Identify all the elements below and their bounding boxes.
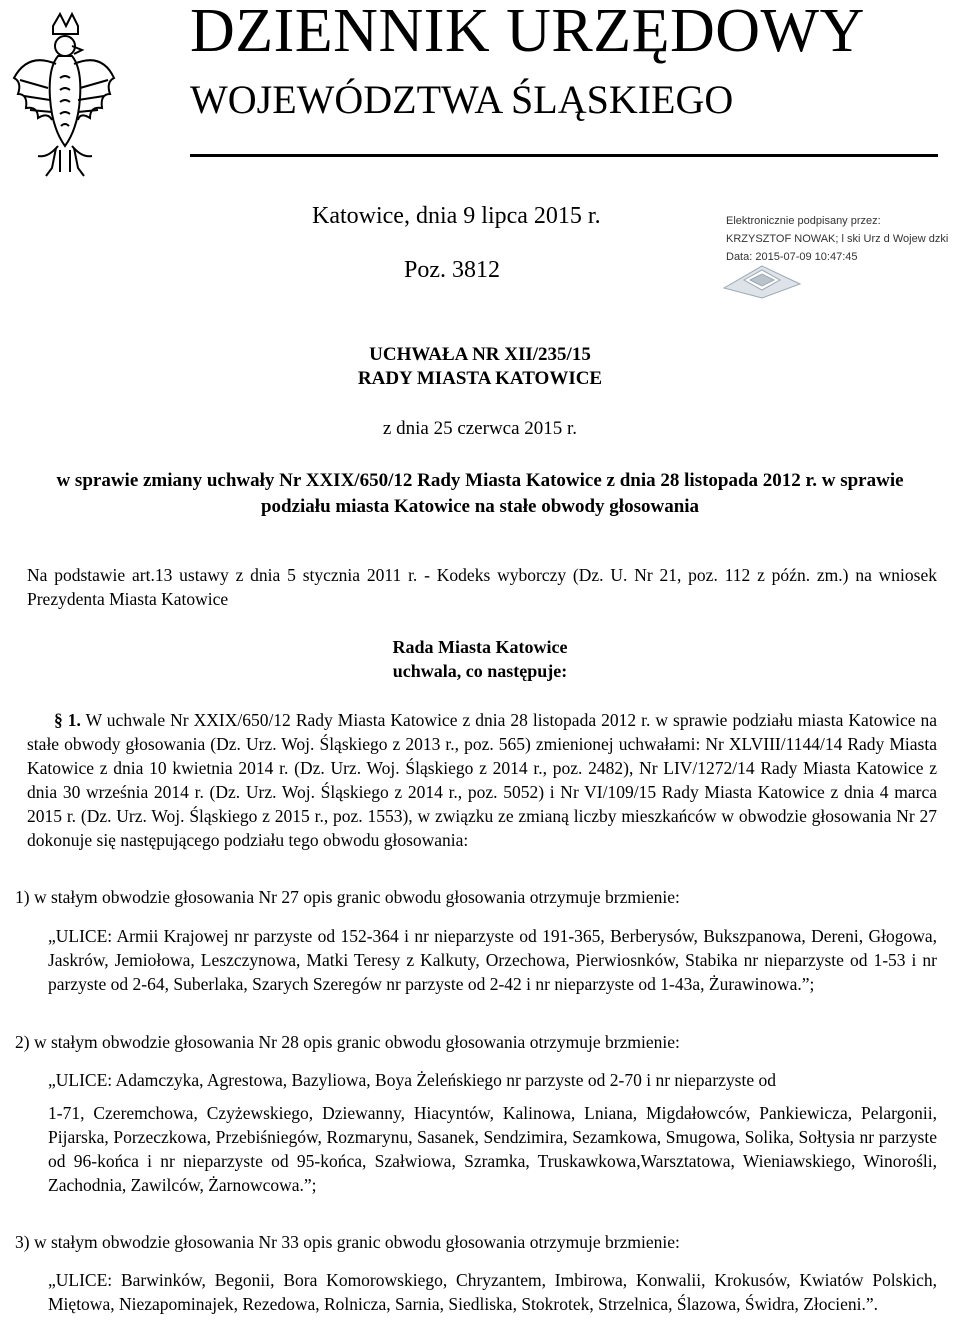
paragraph-marker: § 1.	[54, 710, 81, 730]
paragraph-1	[27, 708, 937, 852]
position-number: Poz. 3812	[404, 257, 500, 283]
list-item-quote: „ULICE: Barwinków, Begonii, Bora Komorowskiego, Chryzantem, Imbirowa, Konwalii, Krokusów, Kwiatów Polskich, Miętowa, Niezapominajek, Rezedowa, Rolnicza, Sarnia, Siedliska, Stokrotek, Strzelnica, Ślazowa, Świdra, Złocieni.”.	[48, 1270, 937, 1314]
council-enacts: uchwala, co następuje:	[392, 661, 568, 681]
resolution-date: z dnia 25 czerwca 2015 r.	[382, 418, 578, 439]
resolution-number: UCHWAŁA NR XII/235/15	[369, 344, 591, 365]
paragraph-text: W uchwale Nr XXIX/650/12 Rady Miasta Katowice z dnia 28 listopada 2012 r. w sprawie podziału miasta Katowice na stałe obwody głosowania (Dz. Urz. Woj. Śląskiego z 2013 r., poz. 565) zmienionej uchwałami: Nr XLVIII/1144/14 Rady Miasta Katowice z dnia 10 kwietnia 2014 r. (Dz. Urz. Woj. Śląskiego z 2014 r., poz. 2482), Nr LIV/1272/14 Rady Miasta Katowice z dnia 30 września 2014 r. (Dz. Urz. Woj. Śląskiego z 2014 r., poz. 5052) i Nr VI/109/15 Rady Miasta Katowice z dnia 4 marca 2015 r. (Dz. Urz. Woj. Śląskiego z 2015 r., poz. 1553), w związku ze zmianą liczby mieszkańców w obwodzie głosowania Nr 27 dokonuje się następującego podziału tego obwodu głosowania:	[27, 710, 938, 850]
legal-basis: Na podstawie art.13 ustawy z dnia 5 stycznia 2011 r. - Kodeks wyborczy (Dz. U. Nr 21, poz. 112 z późn. zm.) na wniosek Prezydenta Miasta Katowice	[27, 565, 937, 609]
resolution-subject	[0, 468, 960, 520]
resolution-body: RADY MIASTA KATOWICE	[357, 368, 603, 389]
subject-line: w sprawie zmiany uchwały Nr XXIX/650/12 Rady Miasta Katowice z dnia 28 listopada 2012 r. w sprawie	[56, 470, 904, 491]
council-decision	[0, 635, 960, 683]
list-item-label: 1) w stałym obwodzie głosowania Nr 27 opis granic obwodu głosowania otrzymuje brzmienie:	[15, 887, 680, 907]
list-item-quote: 1-71, Czeremchowa, Czyżewskiego, Dziewanny, Hiacyntów, Kalinowa, Lniana, Migdałowców, Pankiewicza, Pelargonii, Pijarska, Porzeczkowa, Przebiśniegów, Rozmarynu, Sasanek, Sendzimira, Sezamkowa, Smugowa, Solika, Sołtysia nr parzyste od 96-końca i nr nieparzyste od 95-końca, Szałwiowa, Szramka, Truskawkowa,Warsztatowa, Wieniawskiego, Winorośli, Zachodnia, Zawilców, Żarnowcowa.”;	[48, 1103, 937, 1195]
electronic-signature	[726, 212, 948, 266]
signature-date: Data: 2015-07-09 10:47:45	[726, 251, 858, 263]
journal-title: DZIENNIK URZĘDOWY	[190, 0, 865, 65]
resolution-heading	[0, 343, 960, 391]
publication-date: Katowice, dnia 9 lipca 2015 r.	[312, 203, 601, 229]
subject-line: podziału miasta Katowice na stałe obwody głosowania	[260, 496, 700, 517]
signature-line: Elektronicznie podpisany przez:	[726, 215, 881, 227]
list-item-label: 3) w stałym obwodzie głosowania Nr 33 opis granic obwodu głosowania otrzymuje brzmienie:	[15, 1232, 680, 1252]
list-item-label: 2) w stałym obwodzie głosowania Nr 28 opis granic obwodu głosowania otrzymuje brzmienie:	[15, 1032, 680, 1052]
eagle-emblem-icon	[8, 8, 118, 183]
signature-stamp-icon	[722, 262, 802, 300]
list-item-quote: „ULICE: Adamczyka, Agrestowa, Bazyliowa, Boya Żeleńskiego nr parzyste od 2-70 i nr nieparzyste od	[48, 1070, 776, 1090]
header-divider	[190, 154, 938, 157]
list-item-quote: „ULICE: Armii Krajowej nr parzyste od 152-364 i nr nieparzyste od 191-365, Berberysów, Bukszpanowa, Dereni, Głogowa, Jaskrów, Jemiołowa, Leszczynowa, Matki Teresy z Kalkuty, Orzechowa, Pierwiosnków, Stabika nr nieparzyste od 1-53 i nr parzyste od 2-64, Suberlaka, Szarych Szeregów nr parzyste od 2-42 i nr nieparzyste od 1-43a, Żurawinowa.”;	[48, 926, 937, 994]
signature-signer: KRZYSZTOF NOWAK; l ski Urz d Wojew dzki	[726, 233, 949, 245]
journal-subtitle: WOJEWÓDZTWA ŚLĄSKIEGO	[190, 77, 734, 122]
council-name: Rada Miasta Katowice	[392, 637, 568, 657]
